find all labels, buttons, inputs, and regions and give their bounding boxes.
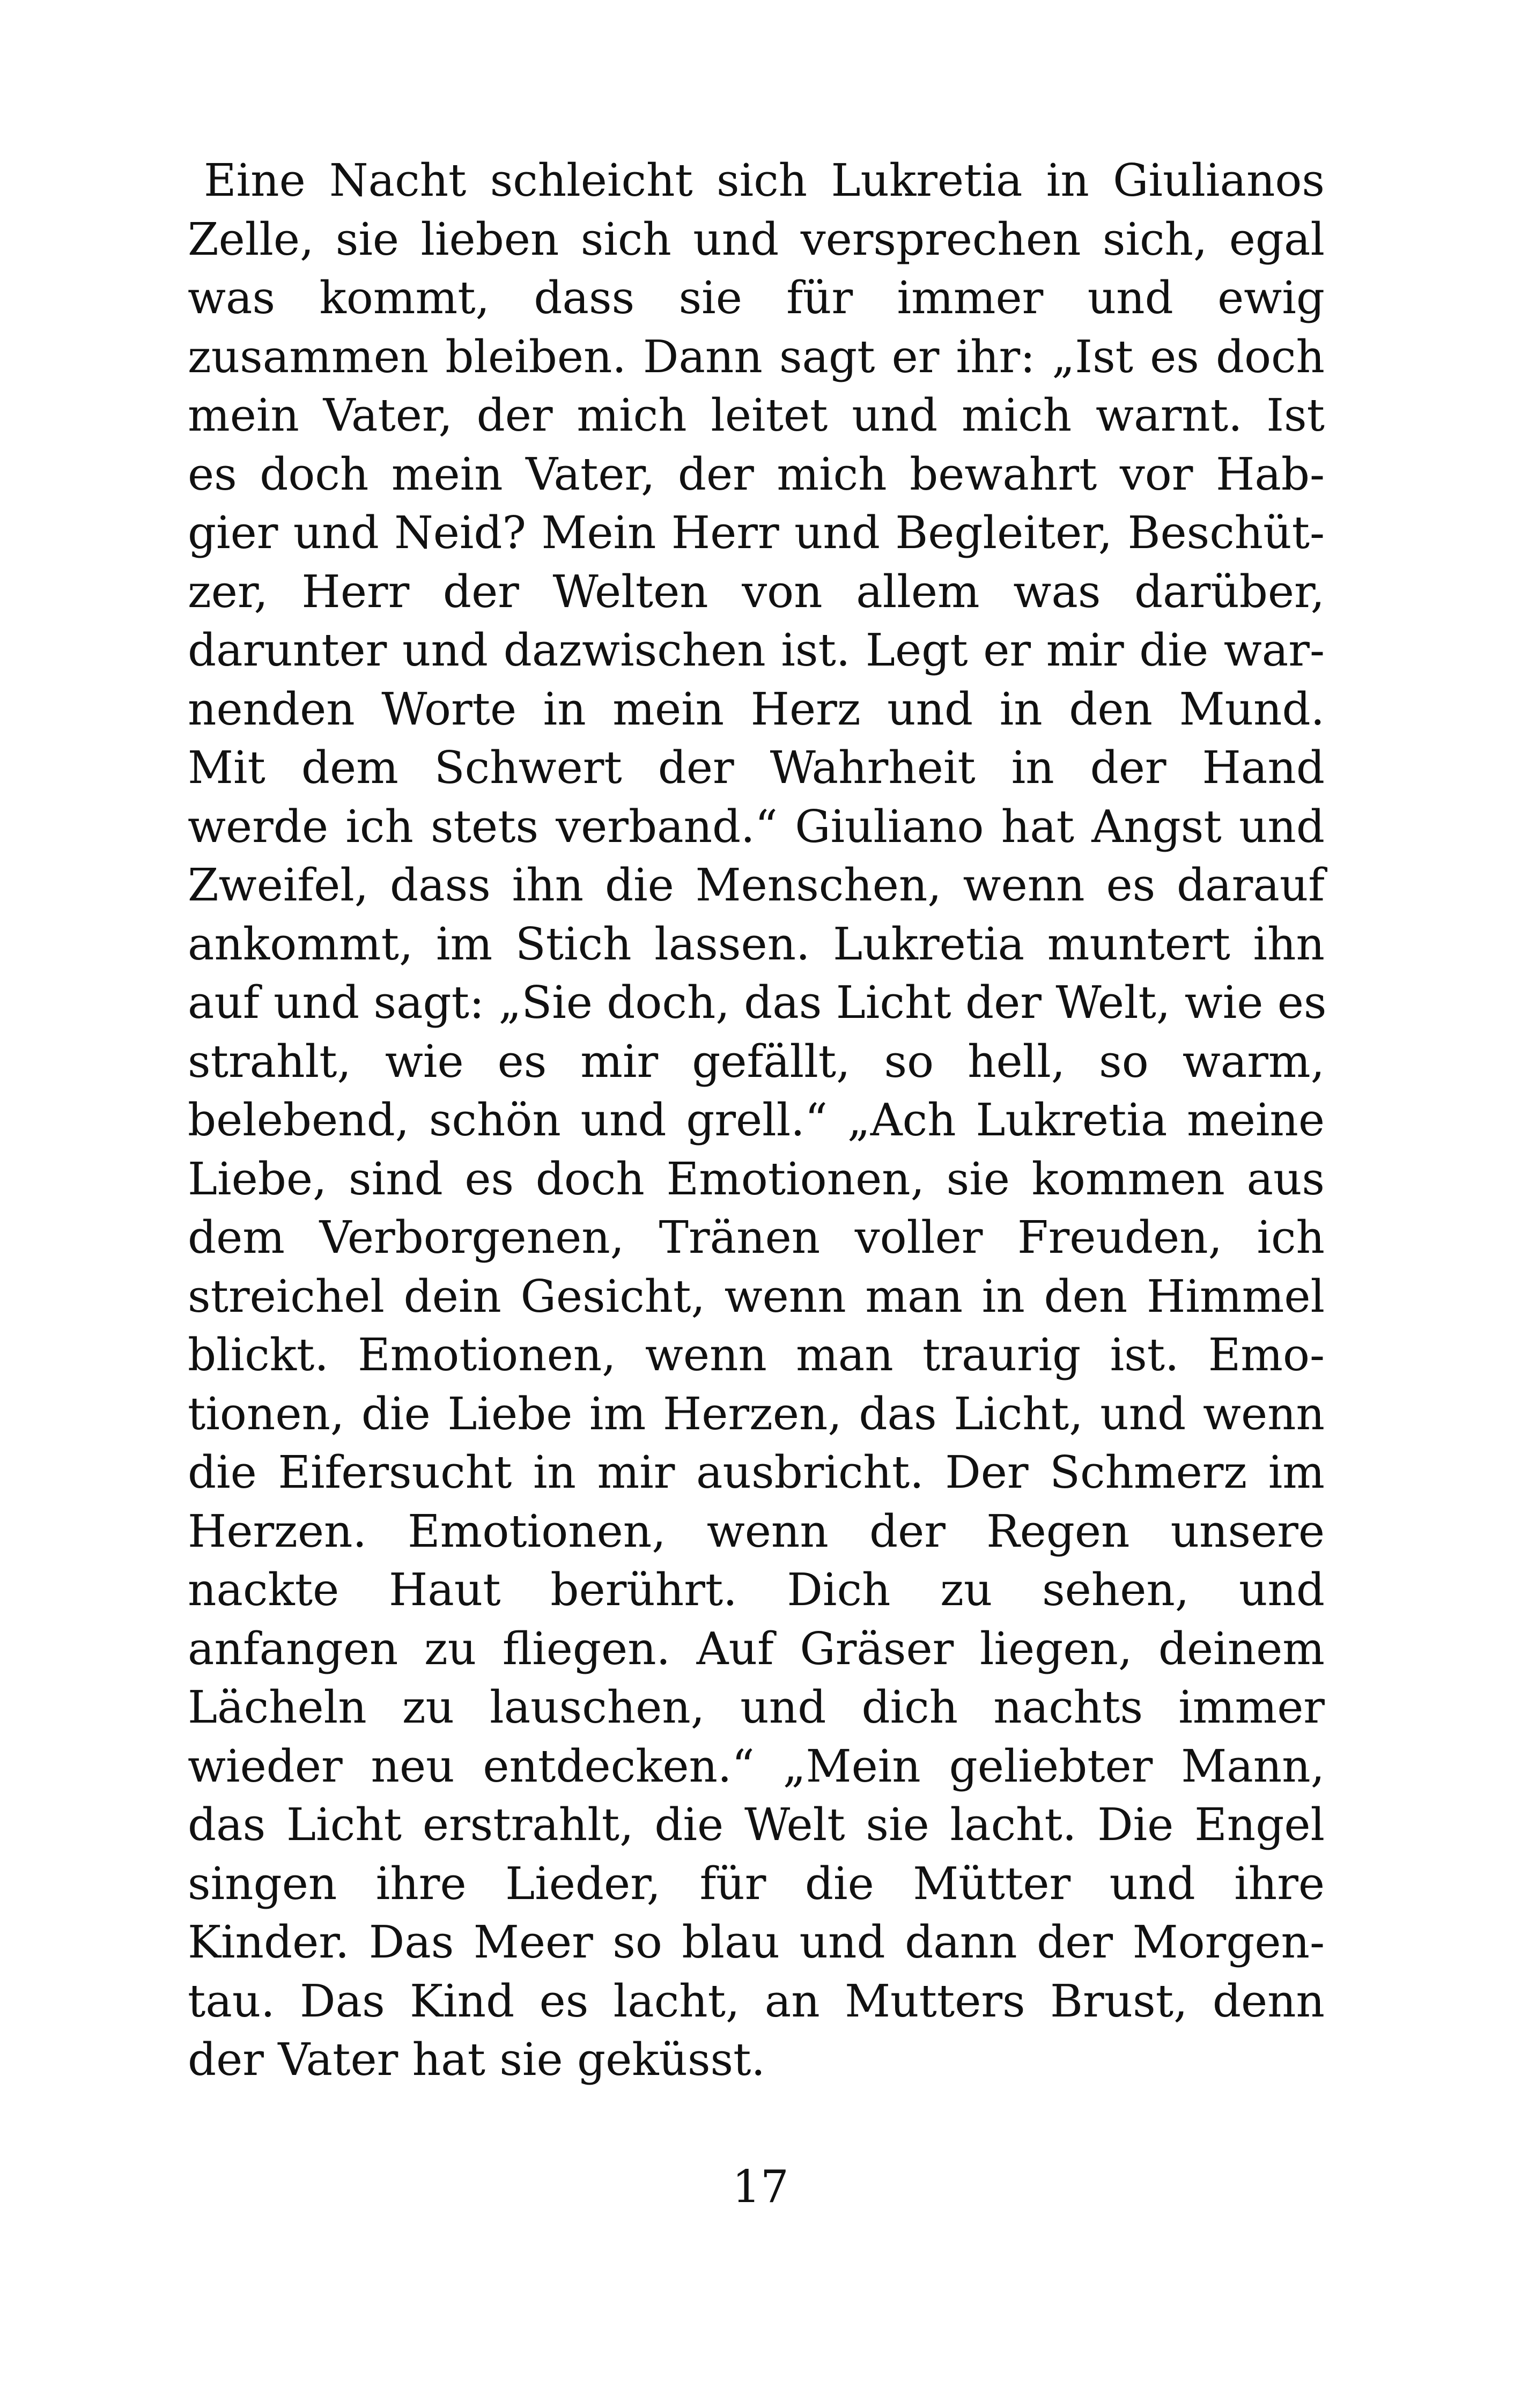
text-line: streichel dein Gesicht, wenn man in den Himmel: [188, 1270, 1325, 1323]
text-line: zusammen bleiben. Dann sagt er ihr: „Ist es doch: [188, 330, 1325, 383]
text-line: auf und sagt: „Sie doch, das Licht der Welt, wie es: [188, 977, 1327, 1029]
text-line: Eine Nacht schleicht sich Lukretia in Giulianos: [204, 154, 1325, 206]
text-line: ankommt, im Stich lassen. Lukretia muntert ihn: [188, 918, 1325, 970]
text-line: Herzen. Emotionen, wenn der Regen unsere: [188, 1505, 1325, 1557]
text-line: singen ihre Lieder, für die Mütter und ihre: [188, 1857, 1325, 1910]
text-line: es doch mein Vater, der mich bewahrt vor Hab-: [188, 448, 1325, 500]
text-line: der Vater hat sie geküsst.: [188, 2034, 765, 2086]
text-line: mein Vater, der mich leitet und mich warnt. Ist: [188, 389, 1325, 441]
text-line: das Licht erstrahlt, die Welt sie lacht. Die Engel: [188, 1799, 1325, 1851]
text-line: belebend, schön und grell.“ „Ach Lukretia meine: [188, 1094, 1325, 1146]
text-line: wieder neu entdecken.“ „Mein geliebter Mann,: [188, 1740, 1325, 1792]
text-line: nackte Haut berührt. Dich zu sehen, und: [188, 1564, 1325, 1616]
text-line: werde ich stets verband.“ Giuliano hat Angst und: [188, 800, 1325, 853]
text-line: nenden Worte in mein Herz und in den Mund.: [188, 683, 1325, 735]
body-paragraph: [188, 151, 1325, 2089]
text-line: strahlt, wie es mir gefällt, so hell, so warm,: [188, 1035, 1325, 1088]
text-line: zer, Herr der Welten von allem was darüber,: [188, 565, 1325, 618]
text-line: Zelle, sie lieben sich und versprechen sich, egal: [188, 213, 1325, 265]
text-line: Mit dem Schwert der Wahrheit in der Hand: [188, 742, 1325, 794]
text-line: dem Verborgenen, Tränen voller Freuden, ich: [188, 1212, 1325, 1264]
text-line: blickt. Emotionen, wenn man traurig ist. Emo-: [188, 1329, 1325, 1381]
text-line: Liebe, sind es doch Emotionen, sie kommen aus: [188, 1153, 1325, 1205]
text-line: die Eifersucht in mir ausbricht. Der Schmerz im: [188, 1446, 1325, 1498]
page-number: 17: [732, 2161, 789, 2213]
text-line: was kommt, dass sie für immer und ewig: [188, 272, 1325, 324]
text-line: tionen, die Liebe im Herzen, das Licht, und wenn: [188, 1387, 1325, 1440]
text-line: Zweifel, dass ihn die Menschen, wenn es darauf: [188, 859, 1325, 911]
text-line: anfangen zu fliegen. Auf Gräser liegen, deinem: [188, 1622, 1325, 1675]
text-line: tau. Das Kind es lacht, an Mutters Brust, denn: [188, 1975, 1325, 2027]
text-line: gier und Neid? Mein Herr und Begleiter, Beschüt-: [188, 507, 1325, 559]
text-line: Lächeln zu lauschen, und dich nachts immer: [188, 1681, 1325, 1733]
text-line: Kinder. Das Meer so blau und dann der Morgen-: [188, 1916, 1325, 1968]
text-line: darunter und dazwischen ist. Legt er mir die war-: [188, 624, 1325, 676]
